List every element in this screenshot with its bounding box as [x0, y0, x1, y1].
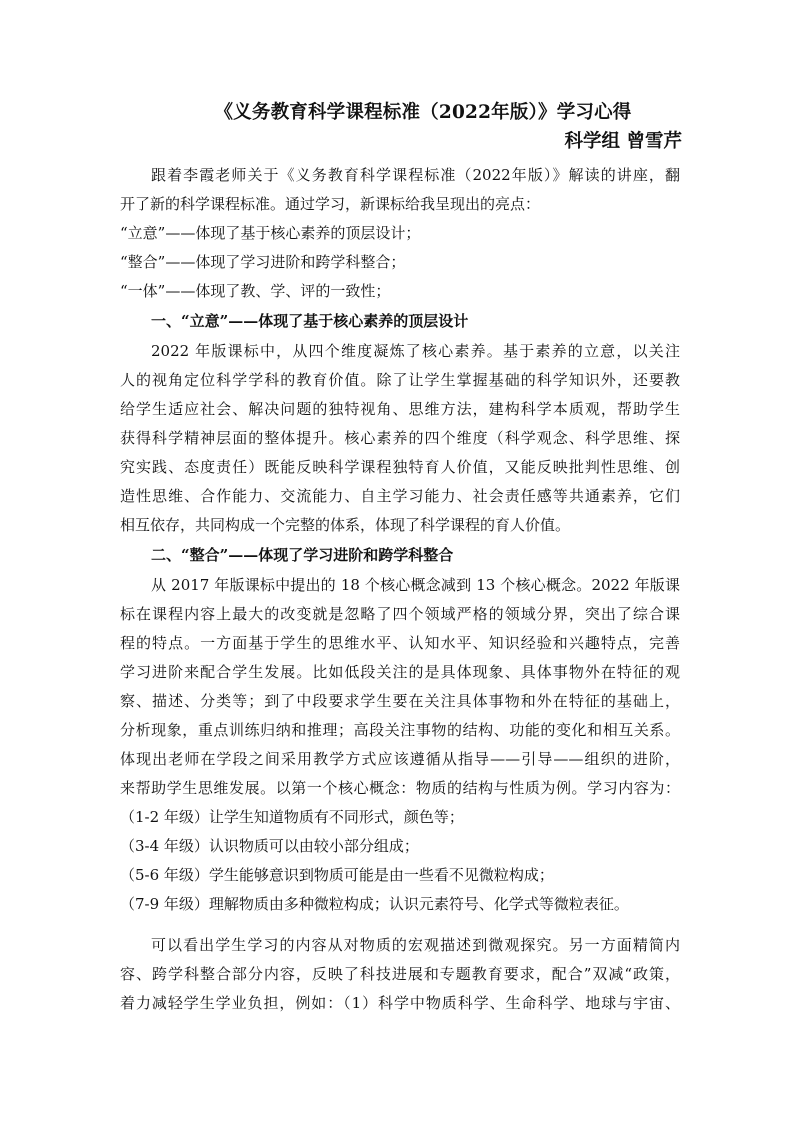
paragraph-line: 标在课程内容上最大的改变就是忽略了四个领域严格的领域分界，突出了综合课 [120, 605, 680, 623]
paragraph-line: 人的视角定位科学学科的教育价值。除了让学生掌握基础的科学知识外，还要教 [120, 371, 680, 389]
grade-item: （7-9 年级）理解物质由多种微粒构成；认识元素符号、化学式等微粒表征。 [120, 895, 629, 913]
paragraph-line: 分析现象，重点训练归纳和推理；高段关注事物的结构、功能的变化和相互关系。 [120, 721, 680, 739]
paragraph-line: 着力减轻学生学业负担，例如：（1）科学中物质科学、生命科学、地球与宇宙、 [120, 994, 680, 1012]
intro-line: 跟着李霞老师关于《义务教育科学课程标准（2022年版）》解读的讲座，翻 [151, 166, 680, 184]
document-author: 科学组 曾雪芹 [564, 131, 682, 152]
intro-line: 开了新的科学课程标准。通过学习，新课标给我呈现出的亮点： [120, 195, 541, 213]
paragraph-line: 给学生适应社会、解决问题的独特视角、思维方法，建构科学本质观，帮助学生 [120, 400, 680, 418]
grade-item: （5-6 年级）学生能够意识到物质可能是由一些看不见微粒构成； [120, 866, 554, 884]
paragraph-line: 程的特点。一方面基于学生的思维水平、认知水平、知识经验和兴趣特点，完善 [120, 634, 680, 652]
paragraph-line: 来帮助学生思维发展。以第一个核心概念：物质的结构与性质为例。学习内容为： [120, 779, 680, 797]
paragraph-line: 究实践、态度责任）既能反映科学课程独特育人价值，又能反映批判性思维、创 [120, 458, 680, 476]
paragraph-line: 造性思维、合作能力、交流能力、自主学习能力、社会责任感等共通素养，它们 [120, 487, 680, 505]
highlight-item: “一体”——体现了教、学、评的一致性； [120, 282, 391, 300]
paragraph-line: 获得科学精神层面的整体提升。核心素养的四个维度（科学观念、科学思维、探 [120, 429, 680, 447]
paragraph-line: 学习进阶来配合学生发展。比如低段关注的是具体现象、具体事物外在特征的观 [120, 663, 680, 681]
paragraph-line: 从 2017 年版课标中提出的 18 个核心概念减到 13 个核心概念。2022 年版课 [151, 576, 680, 594]
grade-item: （1-2 年级）让学生知道物质有不同形式，颜色等； [120, 808, 464, 826]
paragraph-line: 可以看出学生学习的内容从对物质的宏观描述到微观探究。另一方面精简内 [151, 936, 680, 954]
highlight-item: “立意”——体现了基于核心素养的顶层设计； [120, 224, 421, 242]
paragraph-line: 体现出老师在学段之间采用教学方式应该遵循从指导——引导——组织的进阶， [120, 750, 680, 768]
document-title: 《义务教育科学课程标准（2022年版）》学习心得 [214, 102, 632, 123]
paragraph-line: 2022 年版课标中，从四个维度凝炼了核心素养。基于素养的立意，以关注 [151, 342, 680, 360]
paragraph-line: 容、跨学科整合部分内容，反映了科技进展和专题教育要求，配合”双减“政策， [120, 965, 680, 983]
paragraph-line: 相互依存，共同构成一个完整的体系，体现了科学课程的育人价值。 [120, 516, 571, 534]
section-heading: 二、“整合”——体现了学习进阶和跨学科整合 [151, 546, 454, 564]
paragraph-line: 察、描述、分类等；到了中段要求学生要在关注具体事物和外在特征的基础上， [120, 692, 680, 710]
section-heading: 一、“立意”——体现了基于核心素养的顶层设计 [151, 312, 469, 330]
grade-item: （3-4 年级）认识物质可以由较小部分组成； [120, 837, 419, 855]
highlight-item: “整合”——体现了学习进阶和跨学科整合； [120, 253, 406, 271]
